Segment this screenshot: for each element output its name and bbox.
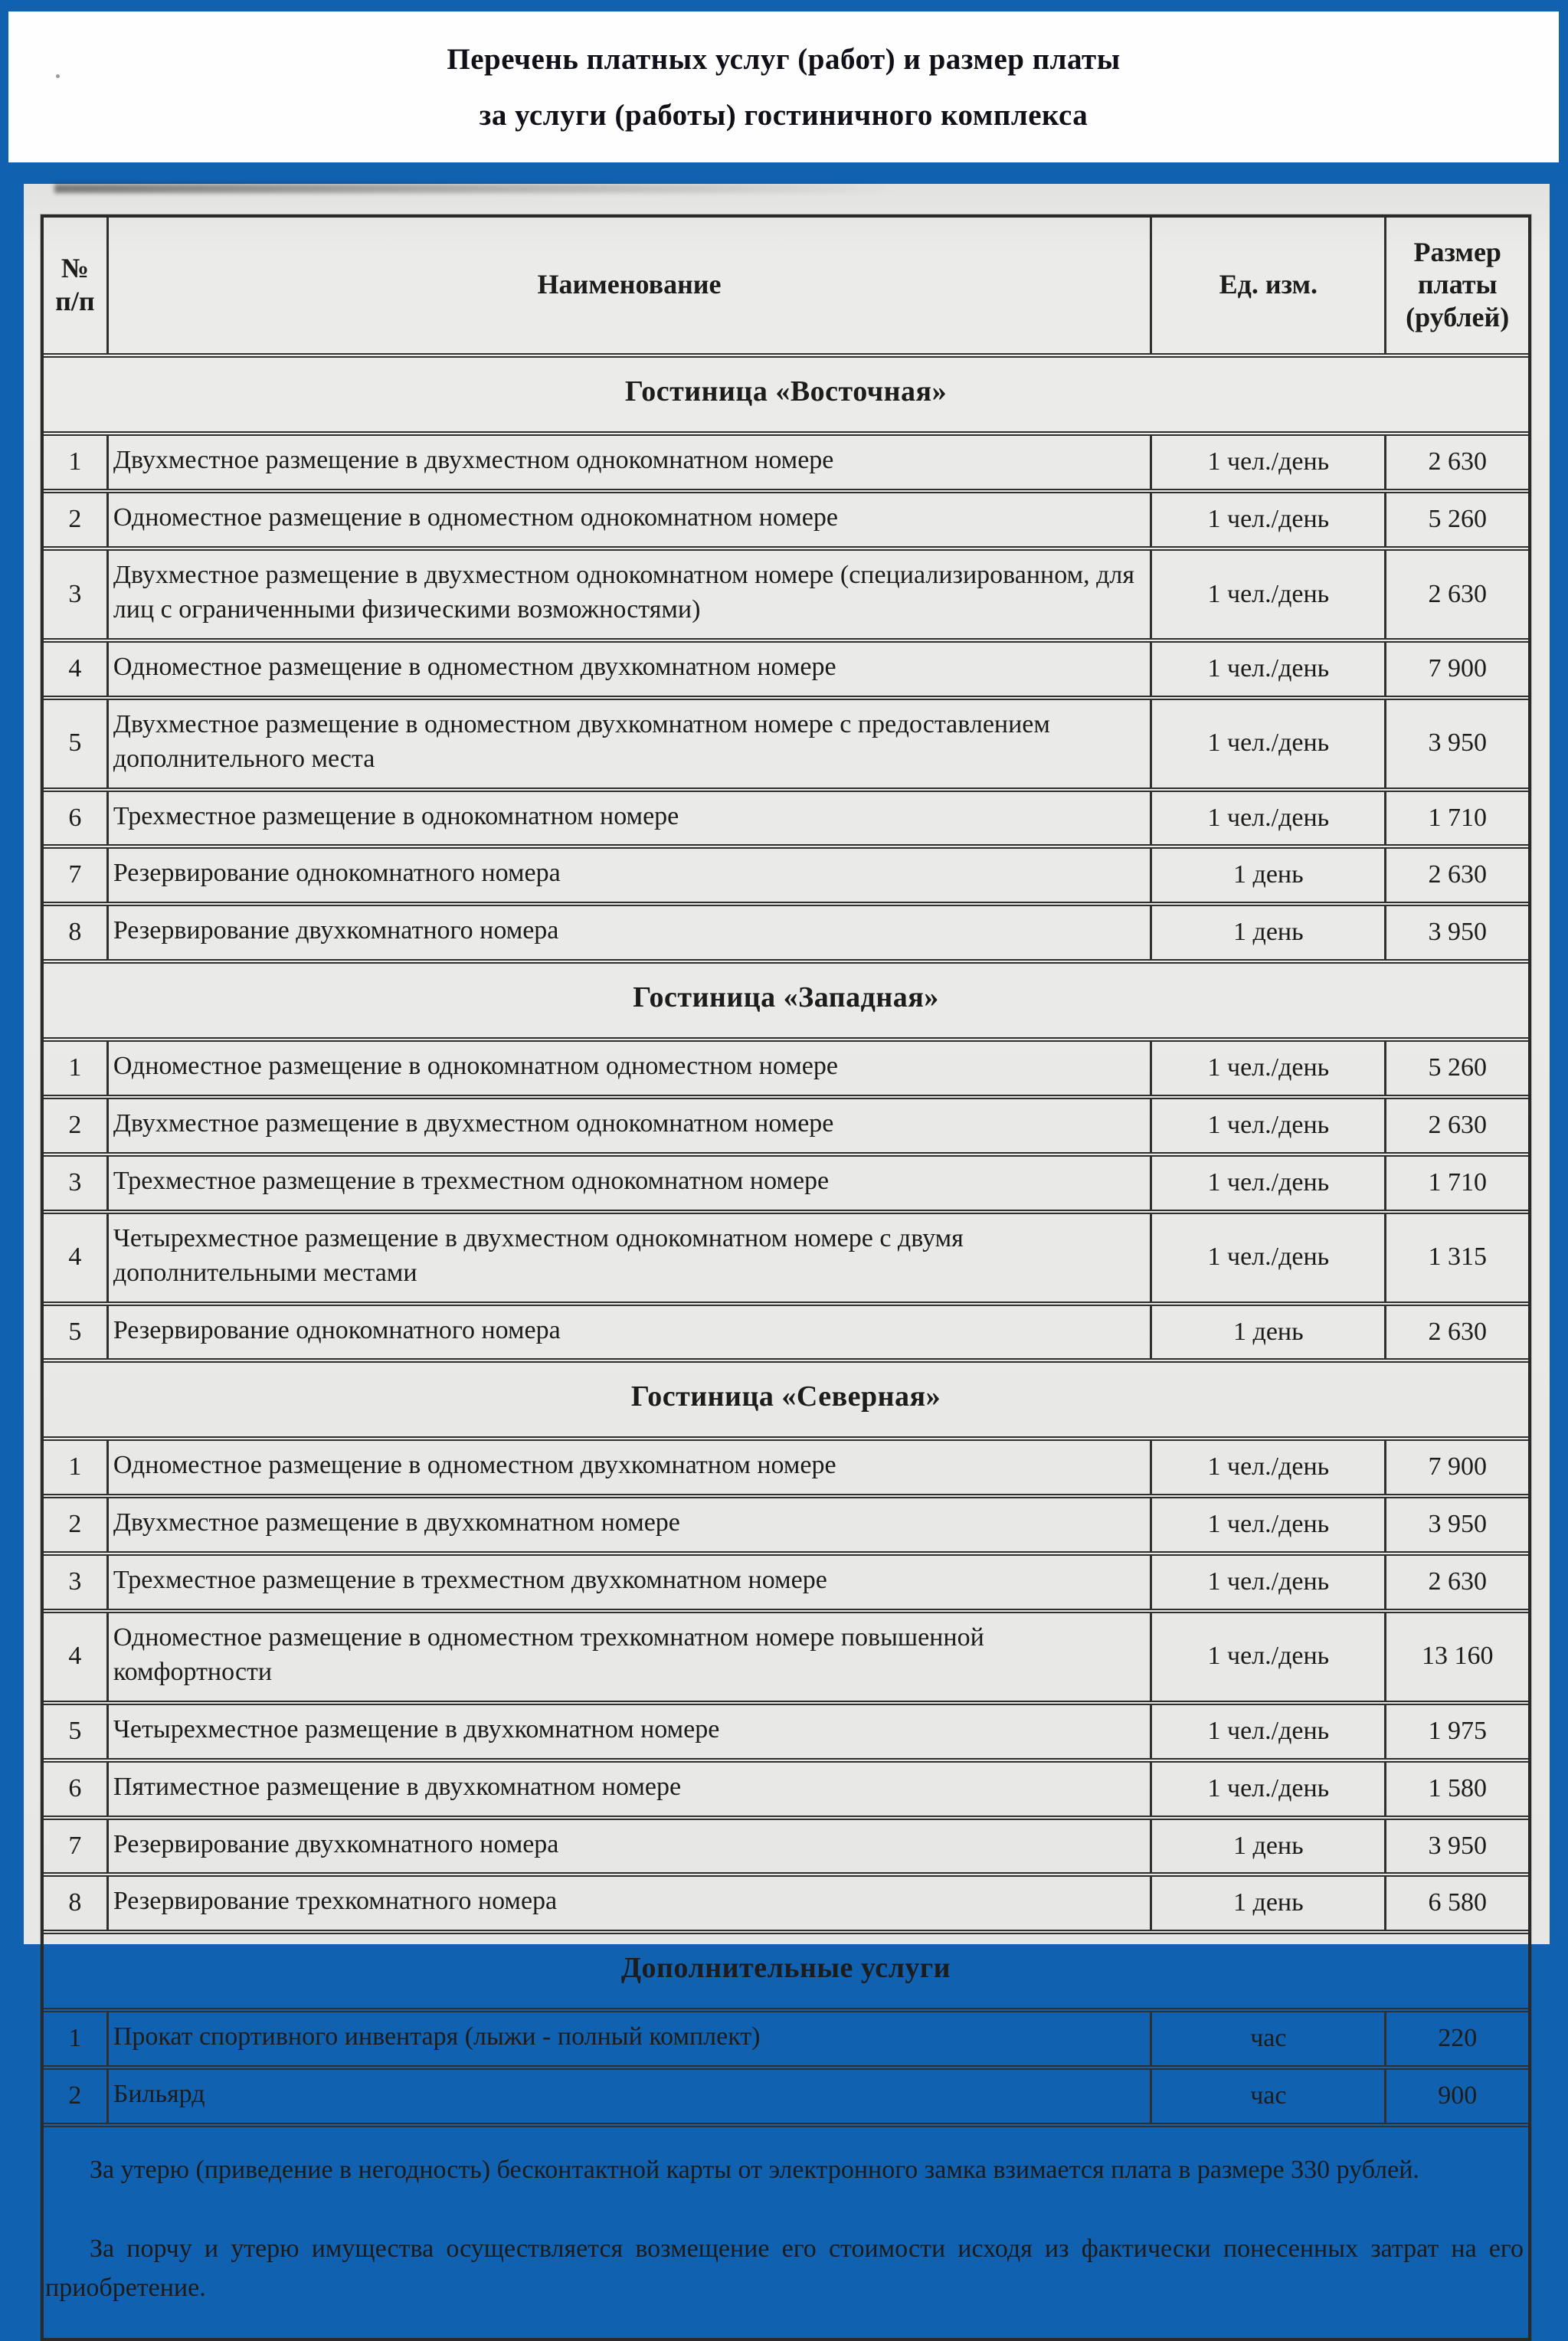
cell-unit: час (1151, 2068, 1386, 2123)
column-header-unit: Ед. изм. (1151, 218, 1386, 355)
cell-name: Двухместное размещение в двухместном однокомнатном номере (113, 446, 834, 475)
table-row (44, 904, 1528, 961)
table-row (44, 640, 1528, 698)
cell-price: 7 900 (1386, 640, 1528, 698)
section-title: Гостиница «Западная» (633, 981, 939, 1014)
section-title: Гостиница «Восточная» (624, 375, 948, 408)
cell-price: 1 580 (1386, 1760, 1528, 1818)
cell-num: 2 (44, 491, 107, 548)
cell-num: 8 (44, 904, 107, 961)
cell-num: 3 (44, 1554, 107, 1611)
cell-price: 220 (1386, 2010, 1528, 2068)
cell-num: 6 (44, 790, 107, 847)
cell-name: Двухместное размещение в двухкомнатном номере (113, 1508, 680, 1537)
cell-num: 2 (44, 2068, 107, 2123)
table-row (44, 790, 1528, 847)
cell-num: 5 (44, 1304, 107, 1361)
cell-num: 7 (44, 846, 107, 904)
cell-name: Прокат спортивного инвентаря (лыжи - полный комплект) (113, 2022, 761, 2051)
cell-unit: 1 чел./день (1151, 1760, 1386, 1818)
cell-num: 2 (44, 1097, 107, 1154)
cell-price: 2 630 (1386, 548, 1528, 640)
cell-num: 5 (44, 1703, 107, 1760)
cell-unit: 1 чел./день (1151, 1097, 1386, 1154)
table-row (44, 434, 1528, 491)
cell-num: 1 (44, 434, 107, 491)
table-row (44, 1874, 1528, 1932)
table-row (44, 1818, 1528, 1875)
section-title: Гостиница «Северная» (630, 1380, 941, 1413)
table-row (44, 2068, 1528, 2123)
cell-name: Одноместное размещение в одноместном двухкомнатном номере (113, 652, 836, 681)
cell-num: 7 (44, 1818, 107, 1875)
cell-unit: 1 день (1151, 1304, 1386, 1361)
cell-name: Резервирование двухкомнатного номера (113, 916, 559, 945)
cell-name: Резервирование однокомнатного номера (113, 1315, 561, 1344)
cell-price: 2 630 (1386, 1304, 1528, 1361)
section-header-row (44, 1932, 1528, 2010)
cell-unit: 1 чел./день (1151, 1703, 1386, 1760)
cell-name: Резервирование двухкомнатного номера (113, 1829, 559, 1858)
table-row (44, 1212, 1528, 1304)
cell-num: 3 (44, 548, 107, 640)
price-table (44, 218, 1528, 2123)
table-row (44, 491, 1528, 548)
table-row (44, 1040, 1528, 1097)
table-row (44, 1439, 1528, 1496)
cell-price: 2 630 (1386, 434, 1528, 491)
cell-price: 3 950 (1386, 1818, 1528, 1875)
table-row (44, 1304, 1528, 1361)
scan-speck (56, 74, 60, 78)
table-row (44, 698, 1528, 790)
cell-unit: 1 чел./день (1151, 1439, 1386, 1496)
page-title-line-2: за услуги (работы) гостиничного комплекса (479, 98, 1088, 132)
column-header-name: Наименование (537, 269, 722, 300)
cell-name: Двухместное размещение в одноместном двухкомнатном номере с предоставлением дополнительного места (113, 709, 1050, 773)
cell-price: 13 160 (1386, 1611, 1528, 1703)
cell-price: 2 630 (1386, 846, 1528, 904)
section-title: Дополнительные услуги (620, 1952, 951, 1985)
table-row (44, 1760, 1528, 1818)
cell-name: Резервирование однокомнатного номера (113, 859, 561, 888)
cell-name: Одноместное размещение в одноместном трехкомнатном номере повышенной комфортности (113, 1623, 984, 1686)
cell-unit: час (1151, 2010, 1386, 2068)
cell-unit: 1 чел./день (1151, 698, 1386, 790)
cell-num: 5 (44, 698, 107, 790)
section-header-row (44, 1360, 1528, 1439)
cell-name: Четырехместное размещение в двухкомнатном номере (113, 1714, 720, 1743)
cell-unit: 1 чел./день (1151, 1212, 1386, 1304)
cell-unit: 1 чел./день (1151, 1496, 1386, 1554)
cell-unit: 1 день (1151, 846, 1386, 904)
table-row (44, 2010, 1528, 2068)
cell-price: 3 950 (1386, 698, 1528, 790)
table-row (44, 1611, 1528, 1703)
cell-num: 1 (44, 1439, 107, 1496)
cell-name: Трехместное размещение в трехместном однокомнатном номере (113, 1166, 830, 1195)
table-row (44, 1154, 1528, 1212)
note-property-damage: За порчу и утерю имущества осуществляется возмещение его стоимости исходя из фактически понесенных затрат на его приобретение. (45, 2235, 1524, 2303)
cell-num: 2 (44, 1496, 107, 1554)
cell-num: 4 (44, 1611, 107, 1703)
table-row (44, 548, 1528, 640)
note-lost-card: За утерю (приведение в негодность) бесконтактной карты от электронного замка взимается плата в размере 330 рублей. (90, 2156, 1419, 2185)
cell-name: Пятиместное размещение в двухкомнатном номере (113, 1772, 682, 1801)
cell-price: 5 260 (1386, 491, 1528, 548)
price-table-body (44, 355, 1528, 2123)
cell-name: Трехместное размещение в трехместном двухкомнатном номере (113, 1566, 827, 1595)
cell-price: 3 950 (1386, 1496, 1528, 1554)
cell-name: Бильярд (113, 2080, 205, 2109)
cell-unit: 1 чел./день (1151, 1611, 1386, 1703)
title-box (8, 11, 1559, 162)
cell-name: Одноместное размещение в одноместном однокомнатном номере (113, 503, 838, 532)
footer-notes (44, 2123, 1528, 2338)
cell-unit: 1 чел./день (1151, 1040, 1386, 1097)
cell-num: 4 (44, 640, 107, 698)
cell-num: 1 (44, 2010, 107, 2068)
cell-price: 3 950 (1386, 904, 1528, 961)
cell-unit: 1 чел./день (1151, 491, 1386, 548)
cell-price: 6 580 (1386, 1874, 1528, 1932)
cell-num: 8 (44, 1874, 107, 1932)
cell-price: 2 630 (1386, 1097, 1528, 1154)
cell-unit: 1 чел./день (1151, 434, 1386, 491)
cell-name: Одноместное размещение в однокомнатном одноместном номере (113, 1052, 838, 1081)
table-row (44, 1554, 1528, 1611)
document-border (41, 214, 1531, 2341)
cell-name: Трехместное размещение в однокомнатном номере (113, 801, 679, 830)
table-row (44, 846, 1528, 904)
document-paper (24, 184, 1550, 2303)
cell-price: 900 (1386, 2068, 1528, 2123)
cell-price: 7 900 (1386, 1439, 1528, 1496)
table-header-row (44, 218, 1528, 355)
cell-price: 2 630 (1386, 1554, 1528, 1611)
table-row (44, 1097, 1528, 1154)
cell-name: Одноместное размещение в одноместном двухкомнатном номере (113, 1451, 836, 1480)
cell-name: Двухместное размещение в двухместном однокомнатном номере (113, 1109, 834, 1138)
cell-unit: 1 чел./день (1151, 548, 1386, 640)
cell-num: 3 (44, 1154, 107, 1212)
section-header-row (44, 961, 1528, 1040)
cell-price: 1 315 (1386, 1212, 1528, 1304)
cell-unit: 1 чел./день (1151, 1154, 1386, 1212)
cell-price: 5 260 (1386, 1040, 1528, 1097)
cell-price: 1 710 (1386, 1154, 1528, 1212)
table-row (44, 1703, 1528, 1760)
cell-unit: 1 день (1151, 904, 1386, 961)
cell-num: 1 (44, 1040, 107, 1097)
page-title-line-1: Перечень платных услуг (работ) и размер платы (447, 42, 1121, 76)
cell-name: Двухместное размещение в двухместном однокомнатном номере (специализированном, для лиц с ограниченными физическими возможностями) (113, 561, 1134, 624)
cell-unit: 1 день (1151, 1874, 1386, 1932)
cell-unit: 1 чел./день (1151, 640, 1386, 698)
column-header-num: № п/п (44, 218, 107, 355)
cell-name: Четырехместное размещение в двухместном однокомнатном номере с двумя дополнительными местами (113, 1223, 964, 1287)
column-header-price: Размер платы (рублей) (1386, 218, 1528, 355)
cell-price: 1 975 (1386, 1703, 1528, 1760)
cell-unit: 1 чел./день (1151, 1554, 1386, 1611)
section-header-row (44, 355, 1528, 434)
cell-num: 4 (44, 1212, 107, 1304)
table-row (44, 1496, 1528, 1554)
cell-price: 1 710 (1386, 790, 1528, 847)
cell-num: 6 (44, 1760, 107, 1818)
cell-unit: 1 день (1151, 1818, 1386, 1875)
cell-name: Резервирование трехкомнатного номера (113, 1887, 558, 1916)
cell-unit: 1 чел./день (1151, 790, 1386, 847)
